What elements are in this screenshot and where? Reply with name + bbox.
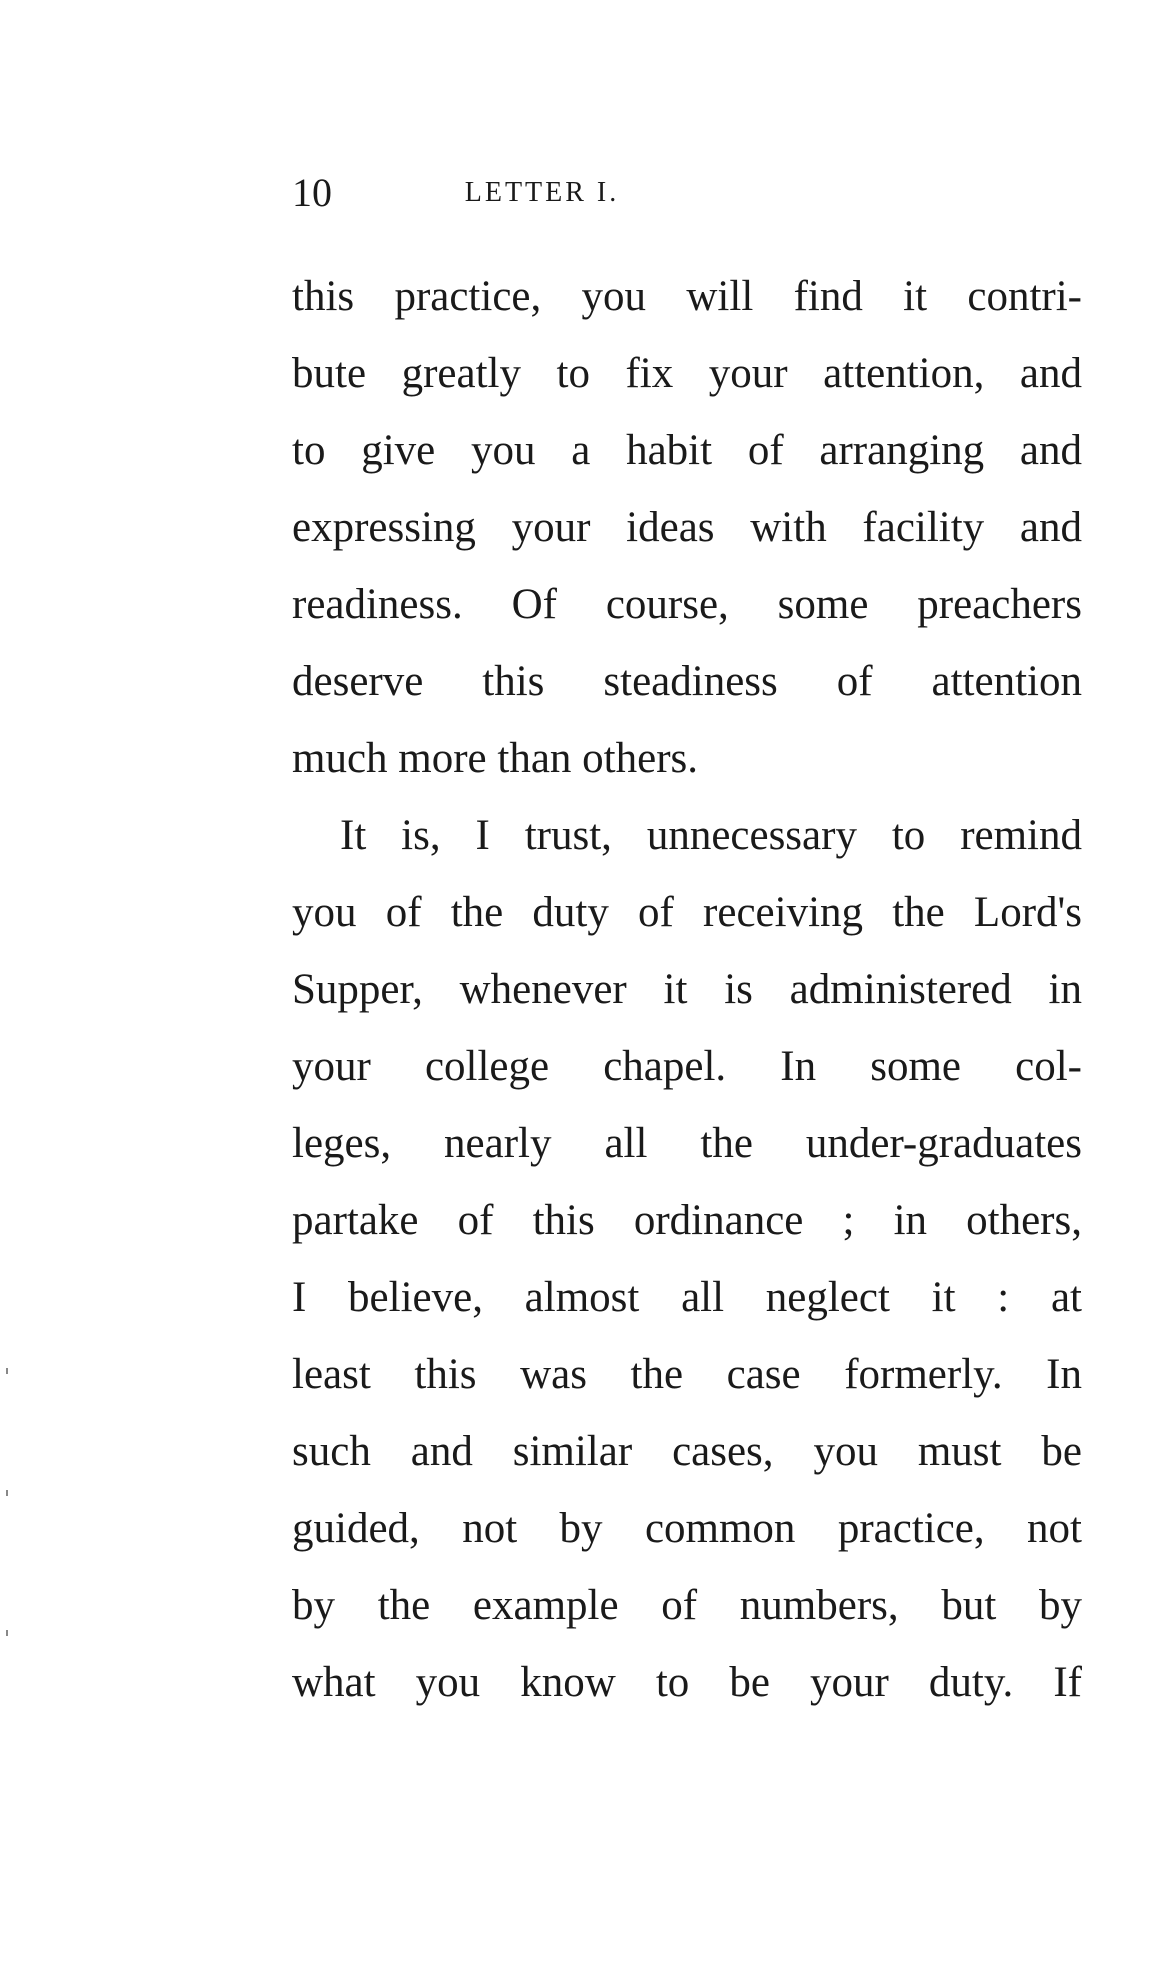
text-line: much more than others. [292,735,699,782]
text-line: this practice, you will find it contri- [292,273,1082,320]
text-line: such and similar cases, you must be [292,1428,1082,1475]
text-line: bute greatly to fix your attention, and [292,350,1082,397]
text-line: what you know to be your duty. If [292,1659,1082,1706]
paragraph-2 [292,797,1082,1721]
text-line: to give you a habit of arranging and [292,427,1082,474]
text-line: you of the duty of receiving the Lord's [292,889,1082,936]
text-line: Supper, whenever it is administered in [292,966,1082,1013]
text-line: partake of this ordinance ; in others, [292,1197,1082,1244]
text-line: by the example of numbers, but by [292,1582,1082,1629]
text-line: your college chapel. In some col- [292,1043,1082,1090]
margin-speck [6,1368,8,1374]
paragraph-1 [292,258,1082,797]
text-line: expressing your ideas with facility and [292,504,1082,551]
page-number: 10 [292,170,332,215]
body-text [292,258,1082,1721]
text-line: readiness. Of course, some preachers [292,581,1082,628]
margin-speck [6,1490,8,1496]
text-line: I believe, almost all neglect it : at [292,1274,1082,1321]
text-line: least this was the case formerly. In [292,1351,1082,1398]
text-line: deserve this steadiness of attention [292,658,1082,705]
text-line: leges, nearly all the under-graduates [292,1120,1082,1167]
text-line: guided, not by common practice, not [292,1505,1082,1552]
margin-speck [6,1630,8,1636]
running-title: LETTER I. [464,177,620,208]
running-head [292,168,1082,218]
text-line: It is, I trust, unnecessary to remind [340,812,1082,859]
